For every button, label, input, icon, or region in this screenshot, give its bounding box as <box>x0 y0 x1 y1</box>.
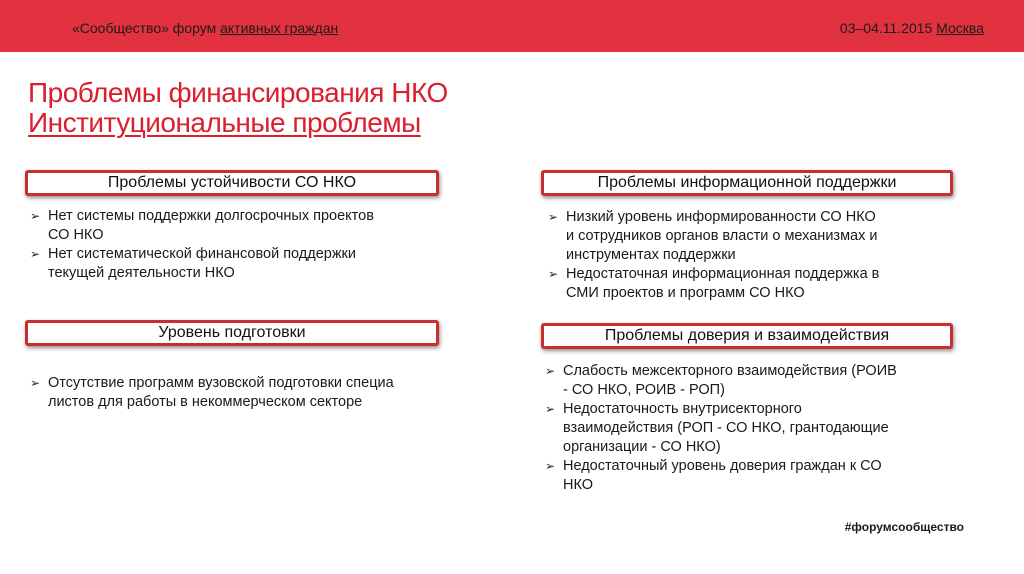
section-heading-information: Проблемы информационной поддержки <box>541 170 953 196</box>
list-item: ➢ Нет систематической финансовой поддержки текущей деятельности НКО <box>30 246 356 281</box>
forum-name <box>72 20 338 36</box>
slide-title-line2: Институциональные проблемы <box>28 107 421 138</box>
list-trust <box>543 362 963 495</box>
event-city: Москва <box>936 20 984 36</box>
event-date-location <box>840 20 984 36</box>
arrow-bullet-icon: ➢ <box>548 210 559 224</box>
header-bar <box>0 0 1024 52</box>
event-dates: 03–04.11.2015 <box>839 20 933 36</box>
forum-name-part3: активных граждан <box>220 20 339 36</box>
arrow-bullet-icon: ➢ <box>545 402 556 416</box>
list-item: ➢ Недостаточная информационная поддержка в СМИ проектов и программ СО НКО <box>548 266 880 301</box>
forum-name-part1: «Сообщество» <box>72 20 169 36</box>
slide-title <box>28 78 448 138</box>
section-heading-sustainability: Проблемы устойчивости СО НКО <box>25 170 439 196</box>
forum-name-part2: форум <box>172 20 217 36</box>
list-training <box>28 374 468 412</box>
list-item: ➢ Нет системы поддержки долгосрочных проектов СО НКО <box>30 208 374 243</box>
list-item: ➢ Недостаточный уровень доверия граждан к СО НКО <box>545 458 882 493</box>
section-heading-training: Уровень подготовки <box>25 320 439 346</box>
arrow-bullet-icon: ➢ <box>545 459 556 473</box>
list-item: ➢ Низкий уровень информированности СО НКО и сотрудников органов власти о механизмах и инструментах поддержки <box>548 209 878 263</box>
arrow-bullet-icon: ➢ <box>548 267 559 281</box>
hashtag: #форумсообщество <box>844 520 964 534</box>
list-item: ➢ Слабость межсекторного взаимодействия (РОИВ - СО НКО, РОИВ - РОП) <box>545 363 897 398</box>
arrow-bullet-icon: ➢ <box>30 376 41 390</box>
section-heading-trust: Проблемы доверия и взаимодействия <box>541 323 953 349</box>
list-item: ➢ Отсутствие программ вузовской подготовки специа листов для работы в некоммерческом секторе <box>30 375 394 410</box>
arrow-bullet-icon: ➢ <box>30 209 41 223</box>
slide-title-line1: Проблемы финансирования НКО <box>28 77 448 108</box>
arrow-bullet-icon: ➢ <box>545 364 556 378</box>
list-sustainability <box>28 207 448 283</box>
arrow-bullet-icon: ➢ <box>30 247 41 261</box>
list-information <box>546 208 966 303</box>
list-item: ➢ Недостаточность внутрисекторного взаимодействия (РОП - СО НКО, грантодающие организации - СО НКО) <box>545 401 889 455</box>
